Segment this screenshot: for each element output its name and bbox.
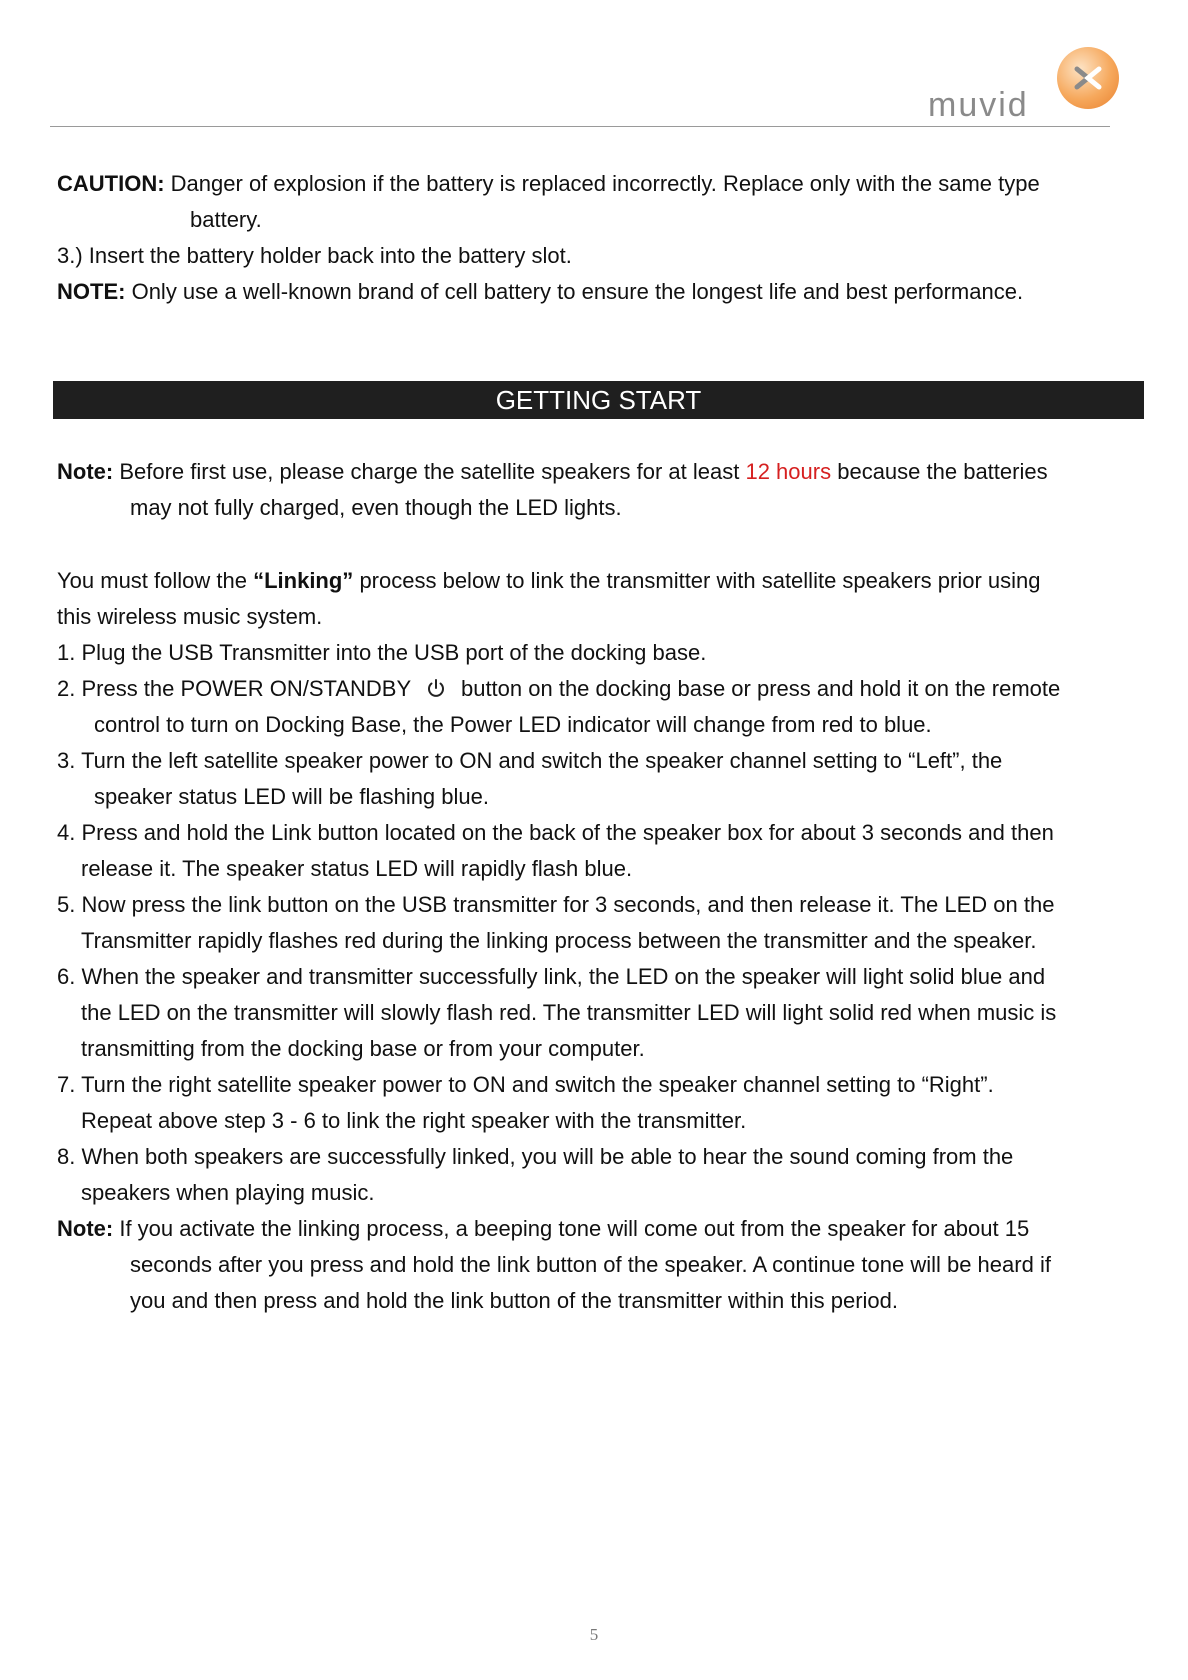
step-7-cont: Repeat above step 3 - 6 to link the right speaker with the transmitter. — [81, 1108, 747, 1133]
page-header — [0, 0, 1188, 130]
battery-note-label: NOTE: — [57, 279, 126, 304]
caution-text-cont: battery. — [190, 207, 262, 232]
linking-note — [57, 1211, 1143, 1247]
step-7: 7. Turn the right satellite speaker power to ON and switch the speaker channel setting to “Right”. — [57, 1072, 994, 1097]
step-5: 5. Now press the link button on the USB transmitter for 3 seconds, and then release it. The LED on the — [57, 892, 1055, 917]
step-2-text-b: button on the docking base or press and hold it on the remote — [460, 676, 1061, 701]
step-3-cont: speaker status LED will be flashing blue. — [94, 784, 489, 809]
header-divider — [50, 126, 1110, 127]
charge-hours-highlight: 12 hours — [745, 459, 832, 484]
step-8: 8. When both speakers are successfully linked, you will be able to hear the sound coming from the — [57, 1144, 1014, 1169]
linking-intro — [57, 563, 1143, 599]
charge-note-label: Note: — [57, 459, 114, 484]
step-2-text: 2. Press the POWER ON/STANDBY — [57, 676, 411, 701]
step-1: 1. Plug the USB Transmitter into the USB port of the docking base. — [57, 640, 707, 665]
muvid-logo-emblem-icon — [1057, 47, 1119, 109]
battery-step-3: 3.) Insert the battery holder back into the battery slot. — [57, 243, 572, 268]
linking-note-text: If you activate the linking process, a beeping tone will come out from the speaker for about 15 — [119, 1216, 1030, 1241]
linking-note-cont: seconds after you press and hold the link button of the speaker. A continue tone will be heard if — [130, 1252, 1051, 1277]
getting-start-section — [57, 454, 1143, 1319]
step-4: 4. Press and hold the Link button located on the back of the speaker box for about 3 seconds and then — [57, 820, 1054, 845]
charge-note — [57, 454, 1143, 490]
charge-note-text: Before first use, please charge the satellite speakers for at least — [119, 459, 740, 484]
step-5-cont: Transmitter rapidly flashes red during the linking process between the transmitter and the speaker. — [81, 928, 1037, 953]
caution-paragraph — [57, 166, 1143, 202]
step-4-cont: release it. The speaker status LED will rapidly flash blue. — [81, 856, 633, 881]
muvid-logo-text: muvid — [928, 86, 1029, 124]
page-number: 5 — [589, 1625, 599, 1644]
step-8-cont: speakers when playing music. — [81, 1180, 375, 1205]
charge-note-cont: may not fully charged, even though the LED lights. — [130, 495, 622, 520]
battery-note — [57, 274, 1143, 310]
caution-label: CAUTION: — [57, 171, 165, 196]
section-title-banner: GETTING START — [53, 381, 1144, 419]
linking-note-label: Note: — [57, 1216, 114, 1241]
step-2-cont: control to turn on Docking Base, the Power LED indicator will change from red to blue. — [94, 712, 932, 737]
charge-note-text-after: because the batteries — [837, 459, 1048, 484]
battery-section — [57, 166, 1143, 310]
step-6-cont-2: transmitting from the docking base or from your computer. — [81, 1036, 645, 1061]
linking-note-cont-2: you and then press and hold the link button of the transmitter within this period. — [130, 1288, 899, 1313]
power-icon — [425, 674, 447, 696]
intro-after: process below to link the transmitter with satellite speakers prior using — [359, 568, 1041, 593]
linking-intro-cont: this wireless music system. — [57, 604, 323, 629]
step-6-cont: the LED on the transmitter will slowly flash red. The transmitter LED will light solid red when music is — [81, 1000, 1057, 1025]
step-2 — [57, 671, 1143, 707]
battery-note-text: Only use a well-known brand of cell battery to ensure the longest life and best performance. — [131, 279, 1024, 304]
step-3: 3. Turn the left satellite speaker power to ON and switch the speaker channel setting to “Left”, the — [57, 748, 1003, 773]
intro-linking-bold: “Linking” — [253, 568, 354, 593]
caution-text: Danger of explosion if the battery is replaced incorrectly. Replace only with the same type — [170, 171, 1040, 196]
intro-before: You must follow the — [57, 568, 247, 593]
step-6: 6. When the speaker and transmitter successfully link, the LED on the speaker will light solid blue and — [57, 964, 1046, 989]
